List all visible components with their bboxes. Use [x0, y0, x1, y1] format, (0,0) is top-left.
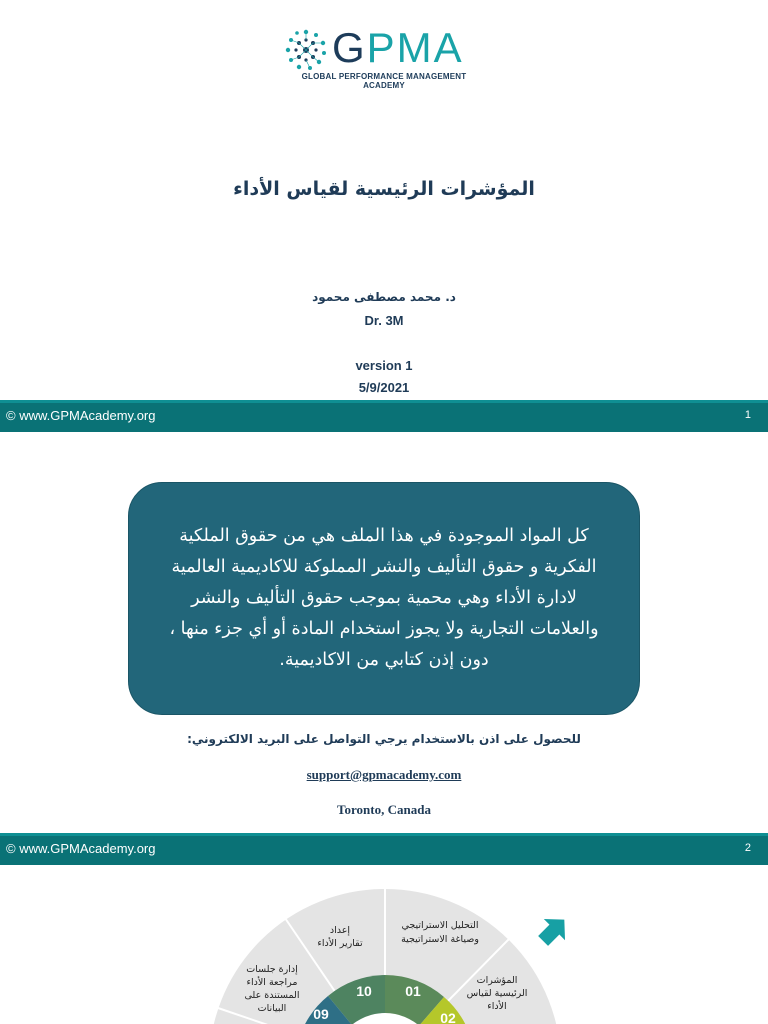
author-name-arabic: د. محمد مصطفى محمود — [312, 290, 456, 304]
page-number: 1 — [744, 409, 751, 421]
footer-copyright: © www.GPMAcademy.org — [6, 408, 156, 423]
copyright-slide — [0, 432, 768, 833]
svg-text:الرئيسية لقياس: الرئيسية لقياس — [466, 988, 528, 999]
svg-text:تقارير الأداء: تقارير الأداء — [317, 938, 363, 949]
page-number: 2 — [744, 842, 751, 854]
copyright-notice-box: كل المواد الموجودة في هذا الملف هي من حقوق الملكية الفكرية و حقوق التأليف والنشر المملوكة للاكاديمية العالمية لادارة الأداء وهي محمية بموجب حقوق التأليف والنشر والعلامات التجارية ولا يجوز استخدام المادة أو أي جزء منها ، دون إذن كتابي من الاكاديمية. — [128, 482, 640, 715]
author-name-english: Dr. 3M — [364, 313, 404, 328]
title-slide — [0, 0, 768, 400]
svg-text:إدارة جلسات: إدارة جلسات — [246, 964, 298, 975]
network-globe-icon — [284, 28, 328, 72]
version-label: version 1 — [355, 358, 413, 373]
slide-footer — [0, 833, 768, 865]
logo-tagline: GLOBAL PERFORMANCE MANAGEMENT ACADEMY — [301, 72, 467, 90]
segment-number: 01 — [405, 983, 421, 999]
svg-text:التحليل الاستراتيجي: التحليل الاستراتيجي — [401, 920, 479, 931]
svg-text:مراجعة الأداء: مراجعة الأداء — [246, 977, 298, 988]
svg-text:وصياغة الاستراتيجية: وصياغة الاستراتيجية — [401, 934, 479, 945]
svg-text:البيانات: البيانات — [257, 1003, 287, 1014]
svg-text:المؤشرات: المؤشرات — [476, 975, 518, 986]
contact-instruction: للحصول على اذن بالاستخدام يرجي التواصل على البريد الالكتروني: — [187, 732, 581, 746]
gpma-logo — [284, 24, 484, 90]
segment-number: 10 — [356, 983, 372, 999]
presentation-date: 5/9/2021 — [358, 380, 410, 395]
cycle-diagram-slide — [0, 865, 768, 1024]
slide-footer — [0, 400, 768, 432]
svg-text:إعداد: إعداد — [329, 925, 351, 936]
presentation-title: المؤشرات الرئيسية لقياس الأداء — [233, 178, 535, 200]
arrow-pointer-icon — [532, 909, 574, 951]
svg-text:الأداء: الأداء — [487, 1001, 507, 1012]
logo-wordmark: GPMA — [332, 24, 464, 71]
location-text: Toronto, Canada — [337, 802, 431, 817]
svg-text:المستندة على: المستندة على — [244, 990, 300, 1001]
footer-copyright: © www.GPMAcademy.org — [6, 841, 156, 856]
segment-number: 09 — [313, 1006, 329, 1022]
segment-number: 02 — [440, 1010, 456, 1024]
support-email-link[interactable]: support@gpmacademy.com — [306, 767, 462, 782]
performance-cycle-diagram — [0, 865, 768, 1024]
